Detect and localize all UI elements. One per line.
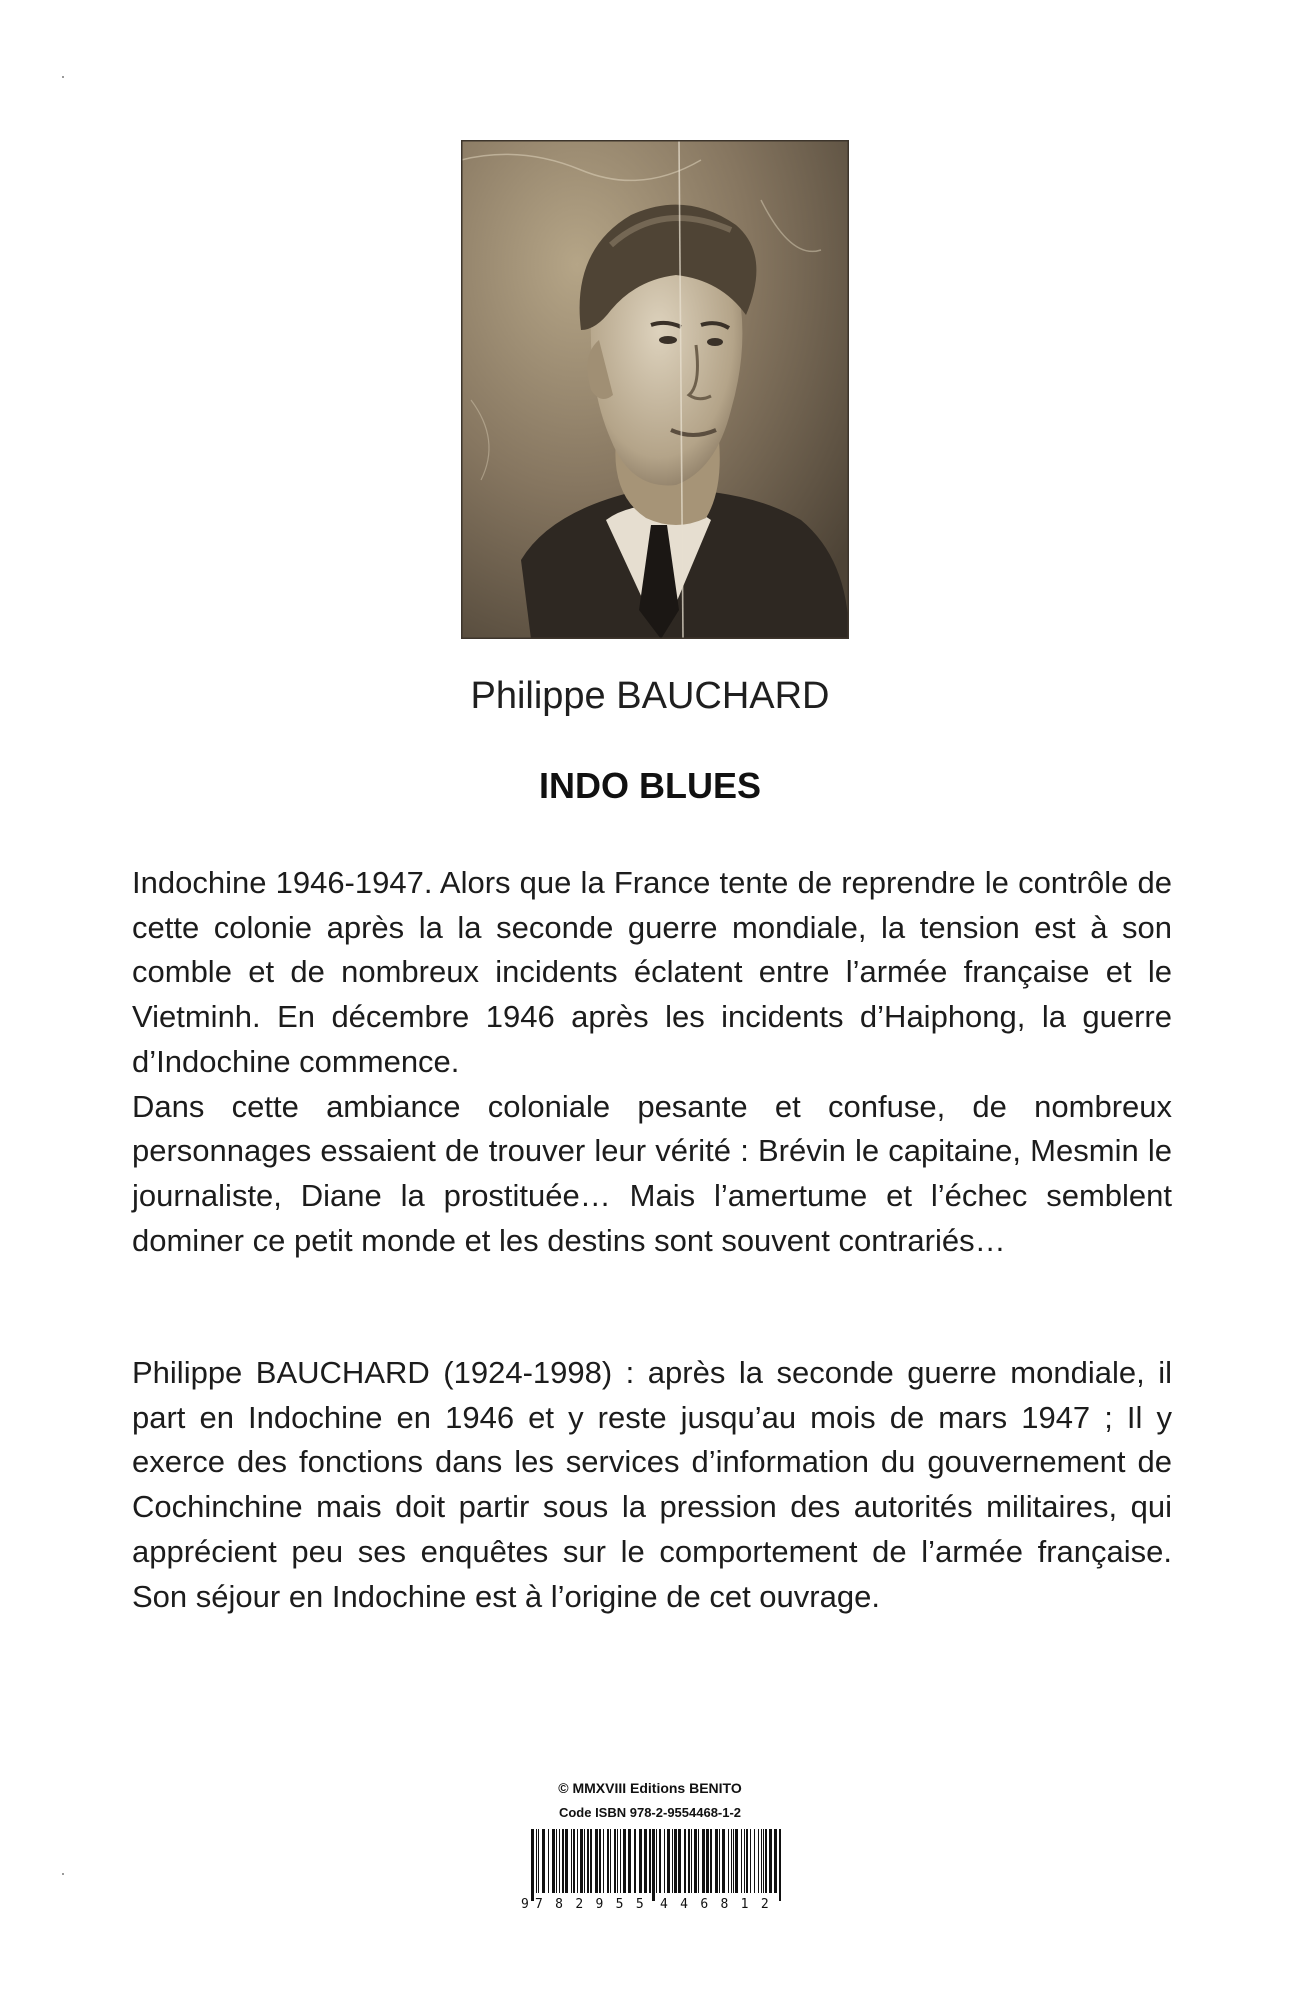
portrait-illustration	[461, 140, 849, 639]
barcode-bar	[634, 1829, 636, 1893]
barcode-bar	[649, 1829, 651, 1893]
barcode-bar	[763, 1829, 764, 1893]
barcode-bar	[735, 1829, 738, 1893]
barcode-bar	[678, 1829, 681, 1893]
barcode-bar	[656, 1829, 657, 1893]
barcode-bar	[728, 1829, 729, 1893]
barcode-bar	[750, 1829, 751, 1893]
barcode-digit: 2	[575, 1897, 584, 1911]
biography-paragraph: Philippe BAUCHARD (1924-1998) : après la seconde guerre mondiale, il part en Indochine en 1946 et y reste jusqu’au mois de mars 1947 ; Il y exerce des fonctions dans les services d’information du gouvernement de Cochinchine mais doit partir sous la pression des autorités militaires, qui apprécient peu ses enquêtes sur le comportement de l’armée française. Son séjour en Indochine est à l’origine de cet ouvrage.	[132, 1355, 1172, 1614]
barcode-bar	[779, 1829, 781, 1901]
barcode-bar	[706, 1829, 709, 1893]
barcode-digit: 5	[635, 1897, 644, 1911]
barcode-bar	[639, 1829, 642, 1893]
barcode-bar	[556, 1829, 557, 1893]
barcode-bar	[659, 1829, 661, 1893]
barcode-digit: 5	[615, 1897, 624, 1911]
barcode-bar	[584, 1829, 585, 1893]
barcode-bar	[746, 1829, 748, 1893]
barcode-bar	[617, 1829, 618, 1893]
barcode-bar	[531, 1829, 534, 1901]
barcode-bar	[599, 1829, 601, 1893]
barcode-bar	[620, 1829, 621, 1893]
author-biography	[132, 1351, 1172, 1619]
barcode-bar	[652, 1829, 655, 1901]
barcode-bar	[610, 1829, 611, 1893]
barcode-bar	[536, 1829, 537, 1893]
barcode-digit: 9	[521, 1897, 529, 1911]
barcode-bar	[744, 1829, 745, 1893]
barcode-digit: 2	[760, 1897, 769, 1911]
barcode-bar	[548, 1829, 549, 1893]
barcode-bar	[765, 1829, 767, 1893]
author-photo	[461, 140, 849, 639]
barcode-bar	[715, 1829, 718, 1893]
book-summary	[132, 861, 1172, 1263]
barcode-bar	[542, 1829, 545, 1893]
barcode-bar	[565, 1829, 568, 1893]
barcode-bar	[587, 1829, 589, 1893]
barcode-bar	[667, 1829, 670, 1893]
barcode-bar	[644, 1829, 647, 1893]
barcode-digit: 8	[720, 1897, 729, 1911]
barcode-bar	[623, 1829, 626, 1893]
scan-speck	[62, 1873, 64, 1875]
barcode-bar	[674, 1829, 677, 1893]
book-title: INDO BLUES	[538, 765, 761, 806]
barcode-digit: 9	[595, 1897, 604, 1911]
barcode-bar	[731, 1829, 732, 1893]
barcode-bar	[580, 1829, 583, 1893]
barcode-bar	[719, 1829, 720, 1893]
barcode-bar	[733, 1829, 734, 1893]
barcode-bar	[758, 1829, 759, 1893]
barcode-bar	[595, 1829, 598, 1893]
barcode-digit: 4	[680, 1897, 688, 1911]
barcode-bar	[628, 1829, 631, 1893]
barcode-bar	[754, 1829, 755, 1893]
barcode-digit: 6	[700, 1897, 709, 1911]
barcode-bar	[774, 1829, 777, 1893]
barcode-graphic	[519, 1829, 785, 1911]
summary-paragraph: Dans cette ambiance coloniale pesante et confuse, de nombreux personnages essaient de trouver leur vérité : Brévin le capitaine, Mesmin le journaliste, Diane la prostituée… Mais l’amertume et l’échec semblent dominer ce petit monde et les destins sont souvent contrariés…	[132, 1088, 1172, 1258]
barcode-bar	[698, 1829, 699, 1893]
barcode-bar	[664, 1829, 665, 1893]
isbn-label: Code ISBN 978-2-9554468-1-2	[558, 1805, 742, 1820]
barcode-bar	[691, 1829, 692, 1893]
copyright-notice: © MMXVIII Editions BENITO	[558, 1780, 742, 1796]
barcode-bar	[741, 1829, 742, 1893]
barcode-bar	[577, 1829, 578, 1893]
summary-paragraph: Indochine 1946-1947. Alors que la France tente de reprendre le contrôle de cette colonie après la la seconde guerre mondiale, la tension est à son comble et de nombreux incidents éclatent entre l’armée française et le Vietminh. En décembre 1946 après les incidents d’Haiphong, la guerre d’Indochine commence.	[132, 865, 1172, 1079]
barcode-bar	[562, 1829, 564, 1893]
barcode-digit: 4	[660, 1897, 668, 1911]
barcode-bar	[688, 1829, 690, 1893]
barcode-bar	[603, 1829, 604, 1893]
barcode-bar	[552, 1829, 555, 1893]
barcode-digit: 1	[740, 1897, 749, 1911]
isbn-barcode	[519, 1829, 785, 1911]
barcode-bar	[607, 1829, 609, 1893]
scan-speck	[62, 76, 64, 78]
barcode-bar	[769, 1829, 772, 1893]
barcode-bar	[761, 1829, 762, 1893]
barcode-digit: 8	[555, 1897, 563, 1911]
barcode-bar	[614, 1829, 616, 1893]
author-name: Philippe BAUCHARD	[470, 675, 830, 717]
barcode-digit: 7	[535, 1897, 543, 1911]
barcode-bar	[571, 1829, 572, 1893]
barcode-bar	[710, 1829, 712, 1893]
barcode-bar	[722, 1829, 725, 1893]
barcode-bar	[702, 1829, 705, 1893]
barcode-bar	[694, 1829, 697, 1893]
barcode-bar	[573, 1829, 575, 1893]
barcode-bar	[672, 1829, 673, 1893]
barcode-bar	[559, 1829, 560, 1893]
barcode-bar	[590, 1829, 592, 1893]
barcode-bar	[538, 1829, 539, 1893]
barcode-bar	[684, 1829, 686, 1893]
